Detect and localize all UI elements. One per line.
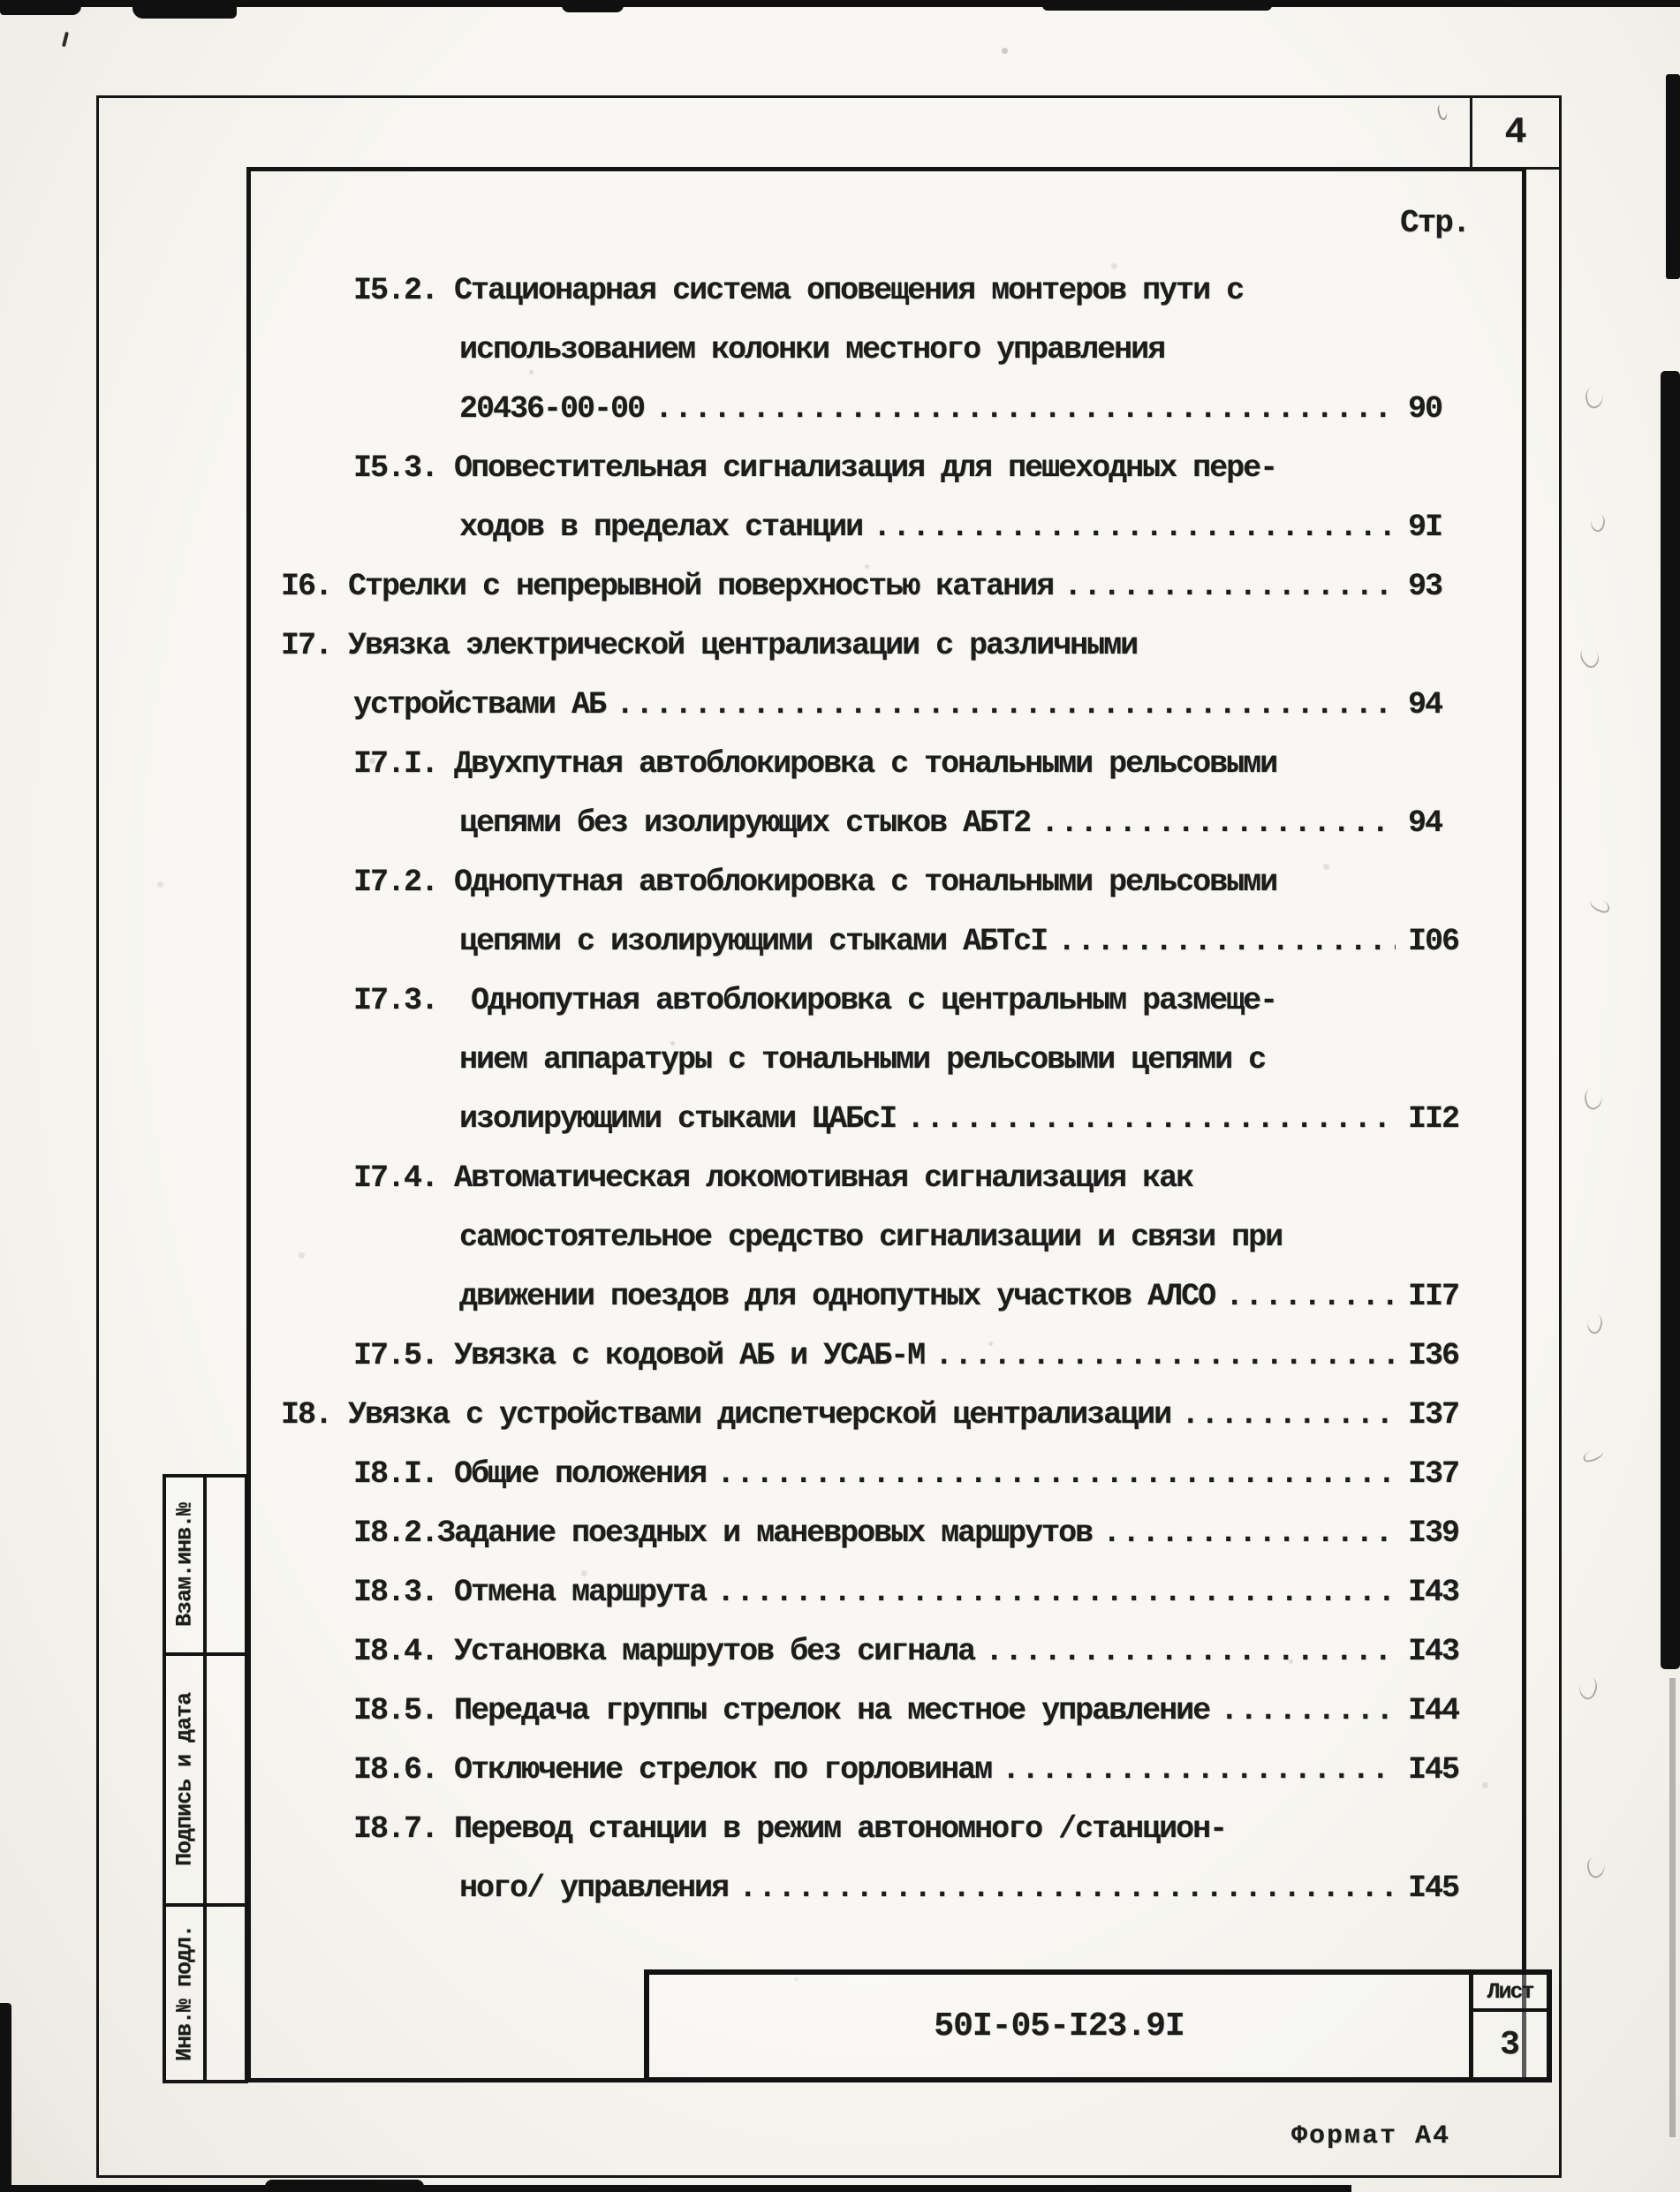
sidebar-label: Подпись и дата xyxy=(171,1692,198,1867)
toc-entry-text: устройствами АБ xyxy=(353,687,606,722)
toc-page-number: 9I xyxy=(1408,510,1442,545)
toc-page-number: 94 xyxy=(1408,687,1442,722)
toc-page-number: I44 xyxy=(1408,1693,1459,1728)
toc-entry-text: изолирующими стыками ЦАБсI xyxy=(459,1101,897,1137)
toc-row xyxy=(251,735,1521,794)
toc-row xyxy=(251,912,1521,971)
toc-dot-leader xyxy=(728,1859,1396,1918)
toc-row xyxy=(251,971,1521,1031)
toc-row xyxy=(251,794,1521,853)
toc-entry-text: ходов в пределах станции xyxy=(459,510,863,545)
scan-speckles xyxy=(0,0,3,3)
pencil-mark xyxy=(1584,1312,1605,1336)
toc-dot-leader xyxy=(1215,1267,1396,1327)
toc-entry-text: цепями без изолирующих стыков АБТ2 xyxy=(459,805,1031,841)
pencil-mark xyxy=(1576,1674,1601,1702)
toc-page-number: I37 xyxy=(1408,1456,1459,1492)
toc-page-number: 90 xyxy=(1408,391,1442,427)
scan-edge-right xyxy=(1669,1678,1676,2137)
toc-dot-leader xyxy=(644,380,1396,439)
toc-entry-text: движении поездов для однопутных участков АЛСО xyxy=(459,1279,1215,1314)
document-number: 50I-05-I23.9I xyxy=(934,2007,1184,2045)
scan-edge-bottom xyxy=(0,2185,1351,2192)
toc-entry-text: I7.I. Двухпутная автоблокировка с тональными рельсовыми xyxy=(353,746,1277,782)
toc-entry-text: I8.7. Перевод станции в режим автономного /станцион- xyxy=(353,1811,1227,1847)
toc-page-number: I45 xyxy=(1408,1752,1459,1788)
toc-row xyxy=(251,557,1521,616)
toc-row xyxy=(251,676,1521,735)
toc-dot-leader xyxy=(1092,1504,1396,1563)
toc-entry-text: I7. Увязка электрической централизации с различными xyxy=(281,628,1138,663)
toc-dot-leader xyxy=(991,1741,1396,1800)
toc-page-number: I39 xyxy=(1408,1516,1459,1551)
toc-entry-text: I8.6. Отключение стрелок по горловинам xyxy=(353,1752,992,1788)
title-block-sheet-cell xyxy=(1469,1975,1547,2077)
toc-page-number: II7 xyxy=(1408,1279,1459,1314)
title-block xyxy=(644,1969,1552,2082)
scan-edge-blob xyxy=(1042,0,1272,11)
toc-entry-text: нием аппаратуры с тональными рельсовыми цепями с xyxy=(459,1042,1266,1077)
toc-entry-text: I5.2. Стационарная система оповещения монтеров пути с xyxy=(353,273,1244,308)
toc-row xyxy=(251,1682,1521,1741)
sidebar-cell-podpis-data xyxy=(163,1652,248,1907)
toc-row xyxy=(251,853,1521,912)
toc-page-number: 94 xyxy=(1408,805,1442,841)
toc-entry-text: I7.3. Однопутная автоблокировка с центральным размеще- xyxy=(353,983,1277,1018)
pencil-mark xyxy=(1582,1085,1605,1111)
toc-entry-text: I7.5. Увязка с кодовой АБ и УСАБ-М xyxy=(353,1338,925,1373)
toc-row xyxy=(251,1741,1521,1800)
pencil-mark xyxy=(1587,896,1611,915)
toc-row xyxy=(251,1149,1521,1208)
toc-dot-leader xyxy=(1047,912,1396,971)
scan-edge-right xyxy=(1666,74,1680,279)
toc-row xyxy=(251,1267,1521,1327)
pencil-mark xyxy=(1585,1854,1608,1879)
sidebar-empty-column xyxy=(207,1478,245,1652)
toc-page-number: I43 xyxy=(1408,1634,1459,1669)
toc-row xyxy=(251,616,1521,676)
pencil-mark xyxy=(1583,384,1606,410)
sidebar-empty-column xyxy=(207,1656,245,1903)
toc-dot-leader xyxy=(924,1327,1396,1386)
toc-row xyxy=(251,1386,1521,1445)
sheet-value: 3 xyxy=(1500,2025,1520,2064)
toc-row xyxy=(251,1504,1521,1563)
toc-entry-text: I8.5. Передача группы стрелок на местное управление xyxy=(353,1693,1210,1728)
toc-dot-leader xyxy=(1209,1682,1396,1741)
toc-row xyxy=(251,1622,1521,1682)
scan-speck xyxy=(62,32,69,47)
toc-dot-leader xyxy=(896,1090,1396,1149)
toc-entry-text: самостоятельное средство сигнализации и связи при xyxy=(459,1220,1283,1255)
toc-entry-text: I5.3. Оповестительная сигнализация для пешеходных пере- xyxy=(353,450,1277,486)
toc-dot-leader xyxy=(1053,557,1396,616)
toc-list xyxy=(251,261,1521,1918)
toc-entry-text: I6. Стрелки с непрерывной поверхностью катания xyxy=(281,569,1054,604)
toc-row xyxy=(251,1031,1521,1090)
toc-entry-text: I8.2.Задание поездных и маневровых маршрутов xyxy=(353,1516,1093,1551)
toc-row xyxy=(251,1859,1521,1918)
format-note: Формат А4 xyxy=(1291,2121,1451,2151)
sheet-number: 4 xyxy=(1504,111,1527,154)
toc-dot-leader xyxy=(974,1622,1396,1682)
toc-row xyxy=(251,498,1521,557)
sidebar-label: Инв.№ подл. xyxy=(171,1924,198,2062)
toc-row xyxy=(251,1327,1521,1386)
sidebar-label-column xyxy=(166,1656,207,1903)
toc-entry-text: I8.4. Установка маршрутов без сигнала xyxy=(353,1634,975,1669)
toc-row xyxy=(251,380,1521,439)
scan-edge-top xyxy=(0,0,1680,7)
scan-edge-blob xyxy=(132,0,237,19)
toc-row xyxy=(251,1090,1521,1149)
toc-dot-leader xyxy=(1170,1386,1396,1445)
sidebar-cell-inv-podl xyxy=(163,1903,248,2083)
toc-page-number: I06 xyxy=(1408,924,1459,959)
toc-dot-leader xyxy=(605,676,1396,735)
toc-dot-leader xyxy=(706,1445,1396,1504)
scan-edge-blob xyxy=(265,2180,424,2192)
toc-entry-text: использованием колонки местного управления xyxy=(459,332,1165,367)
toc-row xyxy=(251,321,1521,380)
toc-page-number: I37 xyxy=(1408,1397,1459,1432)
sidebar-label-column xyxy=(166,1907,207,2080)
scan-edge-blob xyxy=(562,0,624,12)
toc-row xyxy=(251,439,1521,498)
toc-row xyxy=(251,1563,1521,1622)
toc-row xyxy=(251,261,1521,321)
scan-edge-blob xyxy=(0,0,81,15)
toc-page-number: I45 xyxy=(1408,1871,1459,1906)
toc-entry-text: I7.4. Автоматическая локомотивная сигнализация как xyxy=(353,1160,1193,1196)
toc-page-number: I43 xyxy=(1408,1575,1459,1610)
scan-edge-right xyxy=(1661,371,1680,1669)
sheet-number-box xyxy=(1470,95,1562,170)
pencil-mark xyxy=(1582,1447,1606,1464)
toc-row xyxy=(251,1208,1521,1267)
toc-page-number: II2 xyxy=(1408,1101,1459,1137)
toc-entry-text: I8.I. Общие положения xyxy=(353,1456,707,1492)
toc-dot-leader xyxy=(706,1563,1396,1622)
sheet-label: Лист xyxy=(1473,1975,1547,2012)
toc-entry-text: цепями с изолирующими стыками АБТсI xyxy=(459,924,1048,959)
pencil-mark xyxy=(1588,512,1608,534)
toc-row xyxy=(251,1800,1521,1859)
sidebar-cell-zam-inv xyxy=(163,1474,248,1656)
toc-row xyxy=(251,1445,1521,1504)
toc-entry-text: 20436-00-00 xyxy=(459,391,645,427)
sidebar-label: Взам.инв.№ xyxy=(171,1502,198,1628)
toc-page-number: I36 xyxy=(1408,1338,1459,1373)
toc-entry-text: I7.2. Однопутная автоблокировка с тональными рельсовыми xyxy=(353,865,1277,900)
toc-entry-text: ного/ управления xyxy=(459,1871,729,1906)
page-column-header: Стр. xyxy=(1400,205,1470,241)
scan-edge-left xyxy=(0,2003,11,2190)
sidebar-label-column xyxy=(166,1478,207,1652)
pencil-mark xyxy=(1577,643,1604,670)
toc-dot-leader xyxy=(862,498,1396,557)
toc-entry-text: I8.3. Отмена маршрута xyxy=(353,1575,707,1610)
toc-entry-text: I8. Увязка с устройствами диспетчерской централизации xyxy=(281,1397,1171,1432)
toc-page-number: 93 xyxy=(1408,569,1442,604)
sidebar-empty-column xyxy=(207,1907,245,2080)
toc-dot-leader xyxy=(1030,794,1396,853)
